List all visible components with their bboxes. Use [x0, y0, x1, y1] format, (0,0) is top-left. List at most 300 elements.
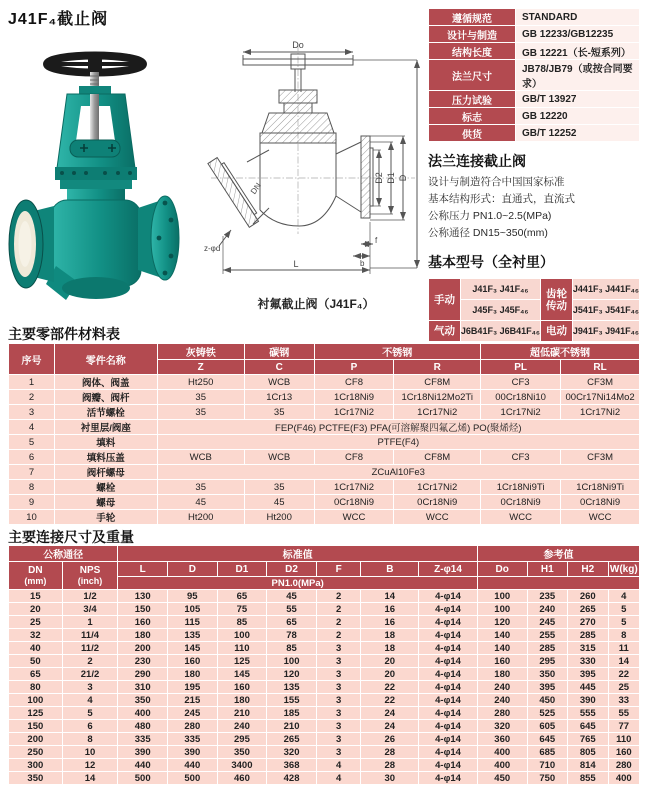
materials-cell: 阀瓣、阀杆	[55, 390, 157, 404]
materials-letter: C	[245, 360, 314, 374]
dimension-cell: 1/2	[63, 590, 118, 602]
materials-row	[9, 390, 639, 404]
dimension-cell: 16	[361, 616, 418, 628]
dimension-cell: 428	[267, 772, 316, 784]
model-cell: J941F₃ J941F₄₆	[573, 321, 639, 341]
dimension-cell: 5	[609, 616, 639, 628]
materials-cell: CF3M	[561, 375, 639, 389]
materials-cell: 阀杆螺母	[55, 465, 157, 479]
materials-cell: 35	[245, 405, 314, 419]
materials-cell: 1Cr17Ni2	[561, 405, 639, 419]
materials-cell: WCC	[481, 510, 560, 524]
dim-label-zphid: z-φd	[204, 244, 221, 253]
dimension-cell: 500	[168, 772, 217, 784]
dimension-cell: 3	[317, 746, 361, 758]
materials-cell: 1Cr18Ni9Ti	[481, 480, 560, 494]
materials-cell: 9	[9, 495, 54, 509]
dimension-cell: 22	[361, 681, 418, 693]
materials-cell: 3	[9, 405, 54, 419]
dimension-cell: 335	[118, 733, 167, 745]
dimensions-row	[9, 668, 639, 680]
dimensions-table	[8, 545, 640, 785]
dimension-cell: 180	[118, 629, 167, 641]
dimension-cell: 4-φ14	[419, 772, 477, 784]
models-group-label: 手动	[429, 279, 460, 320]
materials-cell: 10	[9, 510, 54, 524]
dimension-cell: 77	[609, 720, 639, 732]
dimension-cell: 280	[168, 720, 217, 732]
dimension-cell: 55	[609, 707, 639, 719]
dimensions-row	[9, 694, 639, 706]
materials-letter: P	[315, 360, 394, 374]
dimension-cell: 120	[478, 616, 527, 628]
dimension-cell: 24	[361, 720, 418, 732]
spec-row	[429, 26, 639, 42]
materials-row	[9, 510, 639, 524]
dim-label-l: L	[293, 259, 299, 269]
dimension-cell: 125	[218, 655, 267, 667]
spec-value: JB78/JB79（或按合同要求）	[516, 60, 639, 90]
dimension-cell: 335	[168, 733, 217, 745]
valve-drawing	[203, 38, 429, 314]
dimension-cell: 30	[361, 772, 418, 784]
dimension-cell: 460	[218, 772, 267, 784]
materials-group-carbonsteel: 碳钢	[245, 344, 314, 359]
dimension-cell: 765	[568, 733, 608, 745]
dimension-cell: 368	[267, 759, 316, 771]
materials-cell: 手轮	[55, 510, 157, 524]
materials-col-no: 序号	[9, 344, 54, 374]
dimension-cell: 400	[118, 707, 167, 719]
dimension-cell: 1	[63, 616, 118, 628]
dimensions-row	[9, 746, 639, 758]
dimension-cell: 215	[168, 694, 217, 706]
dimension-cell: 26	[361, 733, 418, 745]
dimensions-row	[9, 772, 639, 784]
materials-cell: CF8	[315, 450, 394, 464]
dimension-cell: 4-φ14	[419, 759, 477, 771]
dimension-cell: 3	[317, 642, 361, 654]
dimension-cell: 20	[9, 603, 62, 615]
dimensions-row	[9, 642, 639, 654]
materials-cell: 4	[9, 420, 54, 434]
dimension-cell: 185	[267, 707, 316, 719]
dimension-cell: 440	[168, 759, 217, 771]
dim-label-d2: D2	[374, 172, 384, 184]
materials-cell: CF8M	[394, 375, 480, 389]
dimension-cell: 230	[118, 655, 167, 667]
dimension-cell: 395	[528, 681, 568, 693]
materials-row	[9, 405, 639, 419]
dims-group-standard: 标准值	[118, 546, 477, 561]
dimension-cell: 12	[63, 759, 118, 771]
dimension-cell: 3	[317, 655, 361, 667]
dimension-cell: 400	[609, 772, 639, 784]
materials-cell: CF8	[315, 375, 394, 389]
materials-row	[9, 465, 639, 479]
dimensions-row	[9, 590, 639, 602]
dimension-cell: 40	[9, 642, 62, 654]
materials-letter: R	[394, 360, 480, 374]
dimension-cell: 390	[118, 746, 167, 758]
valve-section-drawing	[203, 38, 429, 288]
dimension-cell: 3	[317, 668, 361, 680]
dims-col: Z-φ14	[419, 562, 477, 576]
materials-heading: 主要零部件材料表	[8, 326, 120, 342]
materials-cell: 00Cr17Ni14Mo2	[561, 390, 639, 404]
materials-row	[9, 495, 639, 509]
materials-cell: WCC	[561, 510, 639, 524]
dimension-cell: 160	[168, 655, 217, 667]
dimension-cell: 135	[267, 681, 316, 693]
dimensions-row	[9, 681, 639, 693]
dimension-cell: 3	[317, 720, 361, 732]
dimension-cell: 260	[568, 590, 608, 602]
models-table	[428, 278, 640, 342]
dimension-cell: 180	[168, 668, 217, 680]
spec-label: 遵循规范	[429, 9, 515, 25]
spec-table	[428, 8, 640, 142]
dimension-cell: 11/4	[63, 629, 118, 641]
dims-col: D2	[267, 562, 316, 576]
dimension-cell: 200	[118, 642, 167, 654]
dimension-cell: 4-φ14	[419, 707, 477, 719]
dimension-cell: 65	[267, 616, 316, 628]
spec-row	[429, 60, 639, 90]
dimension-cell: 855	[568, 772, 608, 784]
dims-col: Do	[478, 562, 527, 576]
dimension-cell: 22	[361, 694, 418, 706]
dimensions-row	[9, 629, 639, 641]
materials-cell: 螺母	[55, 495, 157, 509]
dims-col: B	[361, 562, 418, 576]
dimension-cell: 3	[317, 733, 361, 745]
materials-cell: 5	[9, 435, 54, 449]
dimension-cell: 500	[118, 772, 167, 784]
materials-cell: WCC	[394, 510, 480, 524]
dimension-cell: 805	[568, 746, 608, 758]
dimension-cell: 100	[267, 655, 316, 667]
dimension-cell: 32	[9, 629, 62, 641]
dimension-cell: 11/2	[63, 642, 118, 654]
dimension-cell: 350	[9, 772, 62, 784]
dimension-cell: 250	[9, 746, 62, 758]
dimension-cell: 450	[528, 694, 568, 706]
dimension-cell: 4-φ14	[419, 694, 477, 706]
materials-row	[9, 435, 639, 449]
materials-row	[9, 420, 639, 434]
dimension-cell: 4-φ14	[419, 681, 477, 693]
dimension-cell: 11	[609, 642, 639, 654]
dimension-cell: 480	[118, 720, 167, 732]
dimension-cell: 100	[478, 590, 527, 602]
dimension-cell: 390	[168, 746, 217, 758]
dimension-cell: 115	[168, 616, 217, 628]
dimension-cell: 4-φ14	[419, 720, 477, 732]
dimension-cell: 80	[9, 681, 62, 693]
dimension-cell: 3	[317, 694, 361, 706]
dimensions-row	[9, 720, 639, 732]
dimension-cell: 100	[478, 603, 527, 615]
dimension-cell: 320	[267, 746, 316, 758]
dimension-cell: 5	[63, 707, 118, 719]
spec-label: 设计与制造	[429, 26, 515, 42]
dimension-cell: 360	[478, 733, 527, 745]
dims-group-reference: 参考值	[478, 546, 639, 561]
dims-col-nps: NPS (inch)	[63, 562, 118, 589]
dimension-cell: 3	[317, 681, 361, 693]
dims-col: H1	[528, 562, 568, 576]
dims-col: L	[118, 562, 167, 576]
dimension-cell: 22	[609, 668, 639, 680]
materials-row	[9, 375, 639, 389]
dimension-cell: 25	[9, 616, 62, 628]
dimension-cell: 110	[218, 642, 267, 654]
spec-label: 标志	[429, 108, 515, 124]
dimension-cell: 240	[528, 603, 568, 615]
dimension-cell: 180	[478, 668, 527, 680]
materials-cell: 7	[9, 465, 54, 479]
materials-cell: 0Cr18Ni9	[481, 495, 560, 509]
spec-label: 结构长度	[429, 43, 515, 59]
dimension-cell: 14	[63, 772, 118, 784]
materials-letter: Z	[158, 360, 244, 374]
dim-label-dn: DN	[248, 181, 263, 196]
dimension-cell: 125	[9, 707, 62, 719]
materials-cell: 2	[9, 390, 54, 404]
model-cell: J6B41F₃ J6B41F₄₆	[461, 321, 540, 341]
dimension-cell: 14	[609, 655, 639, 667]
materials-group-lowcarbon-stainless: 超低碳不锈钢	[481, 344, 639, 359]
dimension-cell: 285	[568, 629, 608, 641]
spec-value: GB/T 13927	[516, 91, 639, 107]
dimension-cell: 750	[528, 772, 568, 784]
materials-cell: 45	[158, 495, 244, 509]
materials-cell: WCC	[315, 510, 394, 524]
dimension-cell: 295	[528, 655, 568, 667]
dimension-cell: 4-φ14	[419, 655, 477, 667]
flange-section-body	[428, 174, 640, 242]
dimension-cell: 4	[609, 590, 639, 602]
materials-cell: FEP(F46) PCTFE(F3) PFA(可溶解聚四氟乙烯) PO(聚烯烃)	[158, 420, 639, 434]
dimension-cell: 180	[218, 694, 267, 706]
dimension-cell: 295	[218, 733, 267, 745]
dimension-cell: 160	[609, 746, 639, 758]
right-column	[428, 8, 640, 342]
flange-line: 公称压力 PN1.0~2.5(MPa)	[428, 210, 552, 222]
materials-cell: 1	[9, 375, 54, 389]
dimension-cell: 160	[218, 681, 267, 693]
dimension-cell: 390	[568, 694, 608, 706]
dimension-cell: 6	[63, 720, 118, 732]
materials-row	[9, 480, 639, 494]
page-title: J41F₄截止阀	[8, 11, 109, 28]
materials-cell: 活节螺栓	[55, 405, 157, 419]
materials-cell: 1Cr17Ni2	[315, 480, 394, 494]
dimension-cell: 2	[317, 603, 361, 615]
dimension-cell: 140	[478, 642, 527, 654]
models-group-label: 齿轮传动	[541, 279, 572, 320]
dimension-cell: 645	[568, 720, 608, 732]
dimension-cell: 265	[568, 603, 608, 615]
dimension-cell: 210	[218, 707, 267, 719]
dimension-cell: 400	[478, 746, 527, 758]
flange-line: 基本结构形式：直通式，直流式	[428, 193, 575, 205]
flange-line: 公称通径 DN15~350(mm)	[428, 227, 548, 239]
dimension-cell: 155	[267, 694, 316, 706]
dimension-cell: 145	[168, 642, 217, 654]
dimension-cell: 14	[361, 590, 418, 602]
dimension-cell: 20	[361, 668, 418, 680]
dimension-cell: 350	[218, 746, 267, 758]
dimension-cell: 65	[9, 668, 62, 680]
model-cell: J45F₃ J45F₄₆	[461, 300, 540, 320]
dimension-cell: 4-φ14	[419, 733, 477, 745]
dimension-cell: 4-φ14	[419, 590, 477, 602]
dimensions-table-section	[8, 545, 640, 785]
materials-cell: 螺栓	[55, 480, 157, 494]
dimension-cell: 100	[218, 629, 267, 641]
dimensions-row	[9, 759, 639, 771]
dimension-cell: 310	[118, 681, 167, 693]
materials-table	[8, 343, 640, 525]
dimension-cell: 255	[528, 629, 568, 641]
dimension-cell: 55	[267, 603, 316, 615]
materials-letter: PL	[481, 360, 560, 374]
dimension-cell: 285	[528, 642, 568, 654]
dimension-cell: 195	[168, 681, 217, 693]
materials-cell: 填料	[55, 435, 157, 449]
materials-cell: 35	[158, 480, 244, 494]
materials-cell: 6	[9, 450, 54, 464]
dimensions-row	[9, 707, 639, 719]
dimension-cell: 4-φ14	[419, 603, 477, 615]
pn-rating-band: PN1.0(MPa)	[118, 577, 477, 589]
materials-cell: CF3	[481, 450, 560, 464]
dimension-cell: 4	[63, 694, 118, 706]
dimensions-row	[9, 616, 639, 628]
materials-cell: 0Cr18Ni9	[315, 495, 394, 509]
dimension-cell: 2	[317, 590, 361, 602]
materials-cell: 1Cr13	[245, 390, 314, 404]
dimension-cell: 78	[267, 629, 316, 641]
materials-cell: CF3M	[561, 450, 639, 464]
materials-cell: 1Cr18Ni9Ti	[561, 480, 639, 494]
dimension-cell: 95	[168, 590, 217, 602]
dimension-cell: 160	[478, 655, 527, 667]
dim-label-do: Do	[292, 40, 304, 50]
dimension-cell: 85	[267, 642, 316, 654]
dimension-cell: 525	[528, 707, 568, 719]
dimension-cell: 2	[63, 655, 118, 667]
model-cell: J441F₃ J441F₄₆	[573, 279, 639, 299]
dimension-cell: 28	[361, 746, 418, 758]
dimension-cell: 140	[478, 629, 527, 641]
dimension-cell: 400	[478, 759, 527, 771]
spec-row	[429, 108, 639, 124]
dim-label-d1: D1	[386, 172, 396, 184]
dims-col: F	[317, 562, 361, 576]
pn-rating-band-empty	[478, 577, 639, 589]
dimension-cell: 100	[9, 694, 62, 706]
spec-value: STANDARD	[516, 9, 639, 25]
valve-photo	[4, 48, 206, 316]
dimension-cell: 280	[478, 707, 527, 719]
spec-row	[429, 125, 639, 141]
materials-cell: Ht200	[245, 510, 314, 524]
spec-value: GB 12221（长-短系列）	[516, 43, 639, 59]
dimension-cell: 28	[361, 759, 418, 771]
dimension-cell: 265	[267, 733, 316, 745]
dimension-cell: 555	[568, 707, 608, 719]
dimension-cell: 15	[9, 590, 62, 602]
dimension-cell: 395	[568, 668, 608, 680]
dimension-cell: 240	[478, 681, 527, 693]
dimension-cell: 710	[528, 759, 568, 771]
dimension-cell: 645	[528, 733, 568, 745]
dimension-cell: 150	[118, 603, 167, 615]
dimension-cell: 200	[9, 733, 62, 745]
materials-cell: 00Cr18Ni10	[481, 390, 560, 404]
dimensions-row	[9, 655, 639, 667]
dimension-cell: 315	[568, 642, 608, 654]
materials-cell: 35	[245, 480, 314, 494]
dimension-cell: 605	[528, 720, 568, 732]
materials-row	[9, 450, 639, 464]
materials-cell: WCB	[245, 375, 314, 389]
dimension-cell: 280	[609, 759, 639, 771]
materials-cell: 0Cr18Ni9	[561, 495, 639, 509]
spec-value: GB 12220	[516, 108, 639, 124]
spec-value: GB 12233/GB12235	[516, 26, 639, 42]
dimension-cell: 270	[568, 616, 608, 628]
dim-label-f: f	[375, 236, 378, 245]
dimension-cell: 4	[317, 772, 361, 784]
models-group-label: 电动	[541, 321, 572, 341]
dimensions-heading: 主要连接尺寸及重量	[8, 529, 134, 545]
spec-label: 法兰尺寸	[429, 60, 515, 90]
dimension-cell: 350	[528, 668, 568, 680]
dims-col: D	[168, 562, 217, 576]
dims-col: H2	[568, 562, 608, 576]
dimension-cell: 150	[9, 720, 62, 732]
spec-row	[429, 43, 639, 59]
dimension-cell: 245	[528, 616, 568, 628]
materials-table-section	[8, 343, 640, 525]
dim-label-b: b	[360, 259, 365, 268]
dimension-cell: 18	[361, 629, 418, 641]
dimension-cell: 65	[218, 590, 267, 602]
spec-value: GB/T 12252	[516, 125, 639, 141]
materials-cell: 1Cr17Ni2	[394, 480, 480, 494]
dimension-cell: 16	[361, 603, 418, 615]
dims-col: W(kg)	[609, 563, 638, 575]
dimension-cell: 75	[218, 603, 267, 615]
dimension-cell: 814	[568, 759, 608, 771]
spec-row	[429, 9, 639, 25]
materials-group-grayiron: 灰铸铁	[158, 344, 244, 359]
dimension-cell: 110	[609, 733, 639, 745]
dimension-cell: 145	[218, 668, 267, 680]
dimension-cell: 105	[168, 603, 217, 615]
dimension-cell: 21/2	[63, 668, 118, 680]
dimension-cell: 2	[317, 629, 361, 641]
dimension-cell: 290	[118, 668, 167, 680]
models-group-label: 气动	[429, 321, 460, 341]
dimension-cell: 440	[118, 759, 167, 771]
dimension-cell: 45	[267, 590, 316, 602]
materials-cell: 8	[9, 480, 54, 494]
